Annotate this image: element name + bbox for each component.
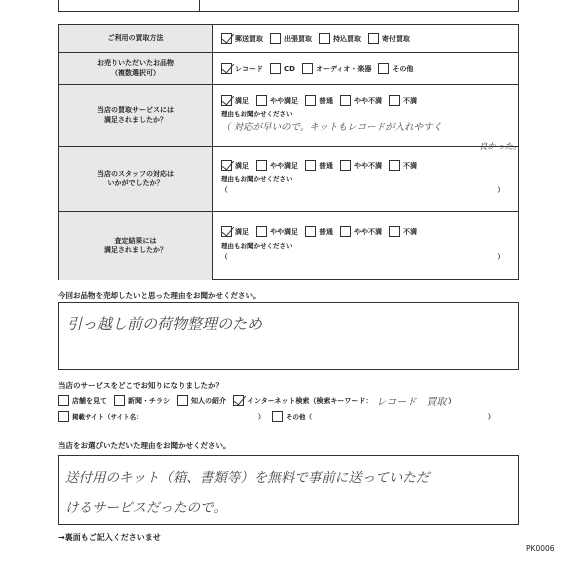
checkbox-saw-store[interactable]: 店舗を見て <box>58 395 107 406</box>
how-known-options-row1: 店舗を見て 新聞・チラシ 知人の紹介 インターネット検索（検索キーワード： レコード 買取 ） <box>58 393 455 408</box>
service-reason-text[interactable]: （ 対応が早いので。キットもレコードが入れやすく <box>221 122 443 133</box>
checkbox-other-source[interactable]: その他（ <box>272 411 312 422</box>
staff-reason-label: 理由もお聞かせください <box>221 175 293 183</box>
appraisal-reason-label: 理由もお聞かせください <box>221 242 293 250</box>
choose-reason-question: 当店をお選びいただいた理由をお聞かせください。 <box>58 441 231 450</box>
checkbox-visit-purchase[interactable]: 出張買取 <box>270 33 312 44</box>
checkbox-cd[interactable]: CD <box>270 63 295 74</box>
checkbox-service-neutral[interactable]: 普通 <box>305 95 333 106</box>
items-sold-label: お売りいただいたお品物 （複数選択可） <box>59 53 212 84</box>
top-partial-box <box>58 0 519 12</box>
service-satisfaction-label: 当店の買取サービスには 満足されましたか？ <box>59 85 212 146</box>
sell-reason-answer-box[interactable] <box>58 302 519 370</box>
checkbox-donation-purchase[interactable]: 寄付買取 <box>368 33 410 44</box>
checkbox-internet-search[interactable]: インターネット検索（検索キーワード： <box>233 395 372 406</box>
checkbox-referral[interactable]: 知人の紹介 <box>177 395 226 406</box>
checkbox-mail-purchase[interactable]: 郵送買取 <box>221 33 263 44</box>
checkbox-newspaper-flyer[interactable]: 新聞・チラシ <box>114 395 170 406</box>
checkbox-staff-somewhat-satisfied[interactable]: やや満足 <box>256 160 298 171</box>
checkbox-appraisal-somewhat-satisfied[interactable]: やや満足 <box>256 226 298 237</box>
appraisal-reason-field[interactable]: （ ） <box>221 253 504 261</box>
checkbox-listing-site[interactable]: 掲載サイト（サイト名： <box>58 411 143 422</box>
items-sold-options <box>213 53 518 84</box>
staff-response-options <box>213 147 518 211</box>
appraisal-result-label: 査定結果には 満足されましたか？ <box>59 212 212 280</box>
checkbox-appraisal-dissatisfied[interactable]: 不満 <box>389 226 417 237</box>
purchase-method-label: ご利用の買取方法 <box>59 25 212 52</box>
how-known-options-row2: 掲載サイト（サイト名： ） その他（ ） <box>58 411 519 422</box>
form-code: PK0006 <box>526 544 555 553</box>
checkbox-service-dissatisfied[interactable]: 不満 <box>389 95 417 106</box>
checkbox-staff-neutral[interactable]: 普通 <box>305 160 333 171</box>
service-reason-continued: 良かった。 <box>479 142 522 152</box>
checkbox-appraisal-neutral[interactable]: 普通 <box>305 226 333 237</box>
appraisal-result-options <box>213 212 518 280</box>
checkbox-record[interactable]: レコード <box>221 63 263 74</box>
search-keyword[interactable]: レコード 買取 <box>376 397 447 408</box>
checkbox-staff-dissatisfied[interactable]: 不満 <box>389 160 417 171</box>
checkbox-staff-somewhat-dissatisfied[interactable]: やや不満 <box>340 160 382 171</box>
service-reason-label: 理由もお聞かせください <box>221 110 293 118</box>
checkbox-appraisal-satisfied[interactable]: 満足 <box>221 226 249 237</box>
choose-reason-answer-line1: 送付用のキット（箱、書類等）を無料で事前に送っていただ <box>65 470 430 486</box>
checkbox-bring-in-purchase[interactable]: 持込買取 <box>319 33 361 44</box>
staff-response-label: 当店のスタッフの対応は いかがでしたか？ <box>59 147 212 211</box>
checkbox-service-satisfied[interactable]: 満足 <box>221 95 249 106</box>
checkbox-staff-satisfied[interactable]: 満足 <box>221 160 249 171</box>
checkbox-appraisal-somewhat-dissatisfied[interactable]: やや不満 <box>340 226 382 237</box>
staff-reason-field[interactable]: （ ） <box>221 186 504 194</box>
checkbox-other-item[interactable]: その他 <box>378 63 413 74</box>
service-satisfaction-options <box>213 85 518 146</box>
sell-reason-answer: 引っ越し前の荷物整理のため <box>67 315 263 333</box>
sell-reason-question: 今回お品物を売却したいと思った理由をお聞かせください。 <box>58 291 261 300</box>
checkbox-service-somewhat-satisfied[interactable]: やや満足 <box>256 95 298 106</box>
choose-reason-answer-box[interactable] <box>58 455 519 525</box>
choose-reason-answer-line2: けるサービスだったので。 <box>65 500 227 516</box>
checkbox-audio-instrument[interactable]: オーディオ・楽器 <box>302 63 371 74</box>
survey-table <box>58 24 519 280</box>
back-side-note: →裏面もご記入くださいませ <box>58 533 161 542</box>
purchase-method-options <box>213 25 518 52</box>
checkbox-service-somewhat-dissatisfied[interactable]: やや不満 <box>340 95 382 106</box>
how-known-question: 当店のサービスをどこでお知りになりましたか？ <box>58 381 223 390</box>
